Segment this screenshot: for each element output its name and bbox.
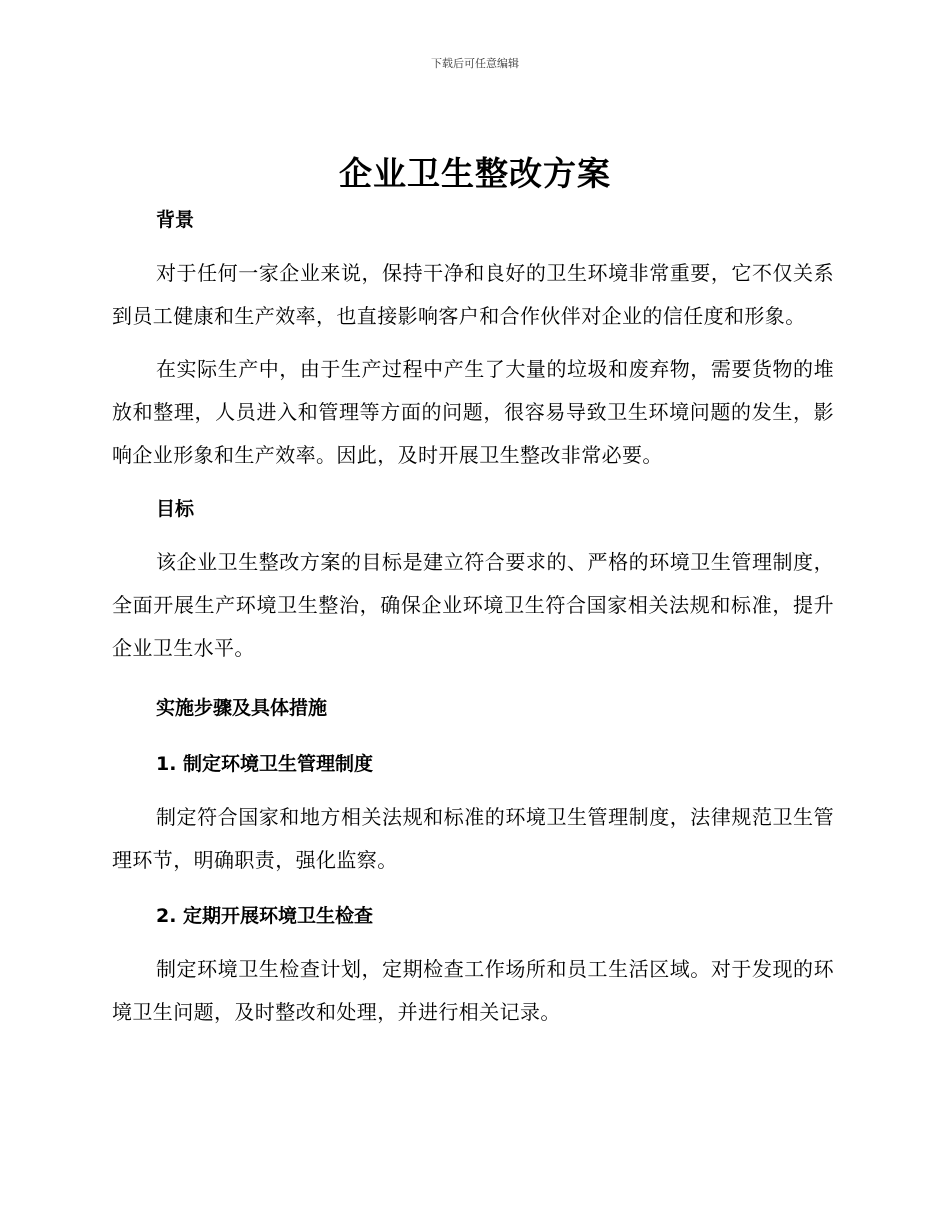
paragraph-background-1: 对于任何一家企业来说，保持干净和良好的卫生环境非常重要，它不仅关系到员工健康和生产效率，也直接影响客户和合作伙伴对企业的信任度和形象。	[112, 261, 834, 328]
section-heading-steps: 实施步骤及具体措施	[156, 697, 328, 719]
document-title: 企业卫生整改方案	[339, 154, 611, 193]
section-heading-background: 背景	[156, 209, 195, 231]
document-body	[112, 200, 834, 1034]
step-heading-1: 1. 制定环境卫生管理制度	[156, 753, 374, 775]
paragraph-goal: 该企业卫生整改方案的目标是建立符合要求的、严格的环境卫生管理制度，全面开展生产环境卫生整治，确保企业环境卫生符合国家相关法规和标准，提升企业卫生水平。	[112, 550, 834, 660]
paragraph-background-2: 在实际生产中，由于生产过程中产生了大量的垃圾和废弃物，需要货物的堆放和整理，人员进入和管理等方面的问题，很容易导致卫生环境问题的发生，影响企业形象和生产效率。因此，及时开展卫生整改非常必要。	[112, 357, 834, 467]
paragraph-step-2: 制定环境卫生检查计划，定期检查工作场所和员工生活区域。对于发现的环境卫生问题，及时整改和处理，并进行相关记录。	[112, 957, 834, 1024]
paragraph-step-1: 制定符合国家和地方相关法规和标准的环境卫生管理制度，法律规范卫生管理环节，明确职责，强化监察。	[112, 805, 834, 872]
header-note: 下载后可任意编辑	[431, 57, 519, 70]
step-heading-2: 2. 定期开展环境卫生检查	[156, 905, 374, 927]
section-heading-goal: 目标	[156, 498, 195, 520]
